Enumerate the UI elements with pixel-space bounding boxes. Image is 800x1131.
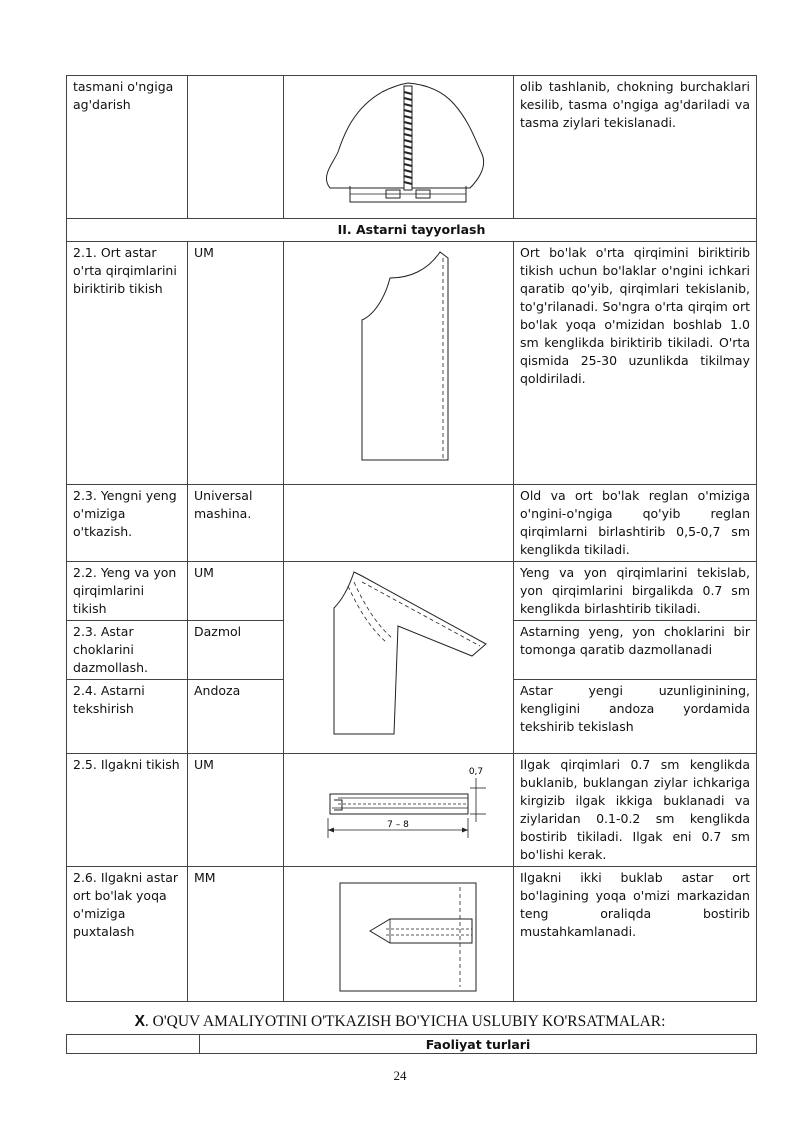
section-heading	[0, 1013, 800, 1031]
tool-cell: Andoza	[188, 680, 284, 754]
description-cell: Yeng va yon qirqimlarini tekislab, yon qirqimlarini birgalikda 0.7 sm kenglikda birlashtirib tikiladi.	[514, 562, 757, 621]
table-header-row	[67, 1035, 757, 1054]
tool-cell	[188, 76, 284, 219]
loop-stitch-figure	[290, 756, 520, 864]
table-row	[67, 485, 757, 562]
description-cell: Astarning yeng, yon choklarini bir tomonga qaratib dazmollanadi	[514, 621, 757, 680]
tool-cell: UM	[188, 754, 284, 867]
empty-header-cell	[67, 1035, 200, 1054]
sleeve-lining-figure	[290, 564, 520, 748]
loop-attach-figure	[290, 869, 520, 999]
description-cell: Astar yengi uzunliginining, kengligini andoza yordamida tekshirib tekislash	[514, 680, 757, 754]
back-lining-figure	[290, 244, 520, 482]
table-row	[67, 867, 757, 1002]
operation-cell: 2.6. Ilgakni astar ort bo'lak yoqa o'miziga puxtalash	[67, 867, 188, 1002]
description-cell: Ilgak qirqimlari 0.7 sm kenglikda buklanib, buklangan ziylar ichkariga kirgizib ilgak ikkiga buklanadi va ziylaridan 0.1-0.2 sm kenglikda bostirib tikiladi. Ilgak eni 0.7 sm bo'lishi kerak.	[514, 754, 757, 867]
operation-cell: 2.2. Yeng va yon qirqimlarini tikish	[67, 562, 188, 621]
tool-cell: UM	[188, 562, 284, 621]
zipper-tape-figure	[290, 78, 520, 216]
description-cell: Ilgakni ikki buklab astar ort bo'lagining yoqa o'mizi markazidan teng oraliqda bostirib mustahkamlanadi.	[514, 867, 757, 1002]
operation-cell: 2.3. Yengni yeng o'miziga o'tkazish.	[67, 485, 188, 562]
figure-cell	[284, 242, 514, 485]
description-cell: Old va ort bo'lak reglan o'miziga o'ngini-o'ngiga qo'yib reglan qirqimlarni birlashtirib 0,5-0,7 sm kenglikda tikiladi.	[514, 485, 757, 562]
table-row	[67, 754, 757, 867]
activities-header: Faoliyat turlari	[200, 1035, 757, 1054]
description-cell: olib tashlanib, chokning burchaklari kesilib, tasma o'ngiga ag'dariladi va tasma ziylari tekislanadi.	[514, 76, 757, 219]
heading-text: . O'QUV AMALIYOTINI O'TKAZISH BO'YICHA USLUBIY KO'RSATMALAR:	[144, 1013, 666, 1030]
tool-cell: Universal mashina.	[188, 485, 284, 562]
technology-table	[66, 75, 757, 1002]
figure-cell	[284, 76, 514, 219]
operation-cell: 2.1. Ort astar o'rta qirqimlarini biriktirib tikish	[67, 242, 188, 485]
tool-cell: UM	[188, 242, 284, 485]
table-row	[67, 242, 757, 485]
tool-cell: MM	[188, 867, 284, 1002]
tool-cell: Dazmol	[188, 621, 284, 680]
figure-cell	[284, 867, 514, 1002]
section-row	[67, 219, 757, 242]
figure-cell-empty	[284, 485, 514, 562]
activities-table	[66, 1034, 757, 1054]
heading-number: X	[134, 1013, 145, 1030]
section-title: II. Astarni tayyorlash	[67, 219, 757, 242]
figure-cell	[284, 754, 514, 867]
operation-cell: 2.3. Astar choklarini dazmollash.	[67, 621, 188, 680]
operation-cell: 2.5. Ilgakni tikish	[67, 754, 188, 867]
figure-cell	[284, 562, 514, 754]
operation-cell: tasmani o'ngiga ag'darish	[67, 76, 188, 219]
page-number: 24	[393, 1068, 407, 1083]
loop-length-label: 7 – 8	[387, 820, 409, 830]
loop-width-label: 0,7	[468, 767, 484, 777]
operation-cell: 2.4. Astarni tekshirish	[67, 680, 188, 754]
table-row	[67, 562, 757, 621]
description-cell: Ort bo'lak o'rta qirqimini biriktirib tikish uchun bo'laklar o'ngini ichkari qaratib qo'yib, qirqimlari tekislanib, to'g'rilanadi. So'ngra o'rta qirqim ort bo'lak yoqa o'mizidan boshlab 1.0 sm kenglikda biriktirib tikiladi. O'rta qismida 25-30 uzunlikda tikilmay qoldiriladi.	[514, 242, 757, 485]
table-row	[67, 76, 757, 219]
